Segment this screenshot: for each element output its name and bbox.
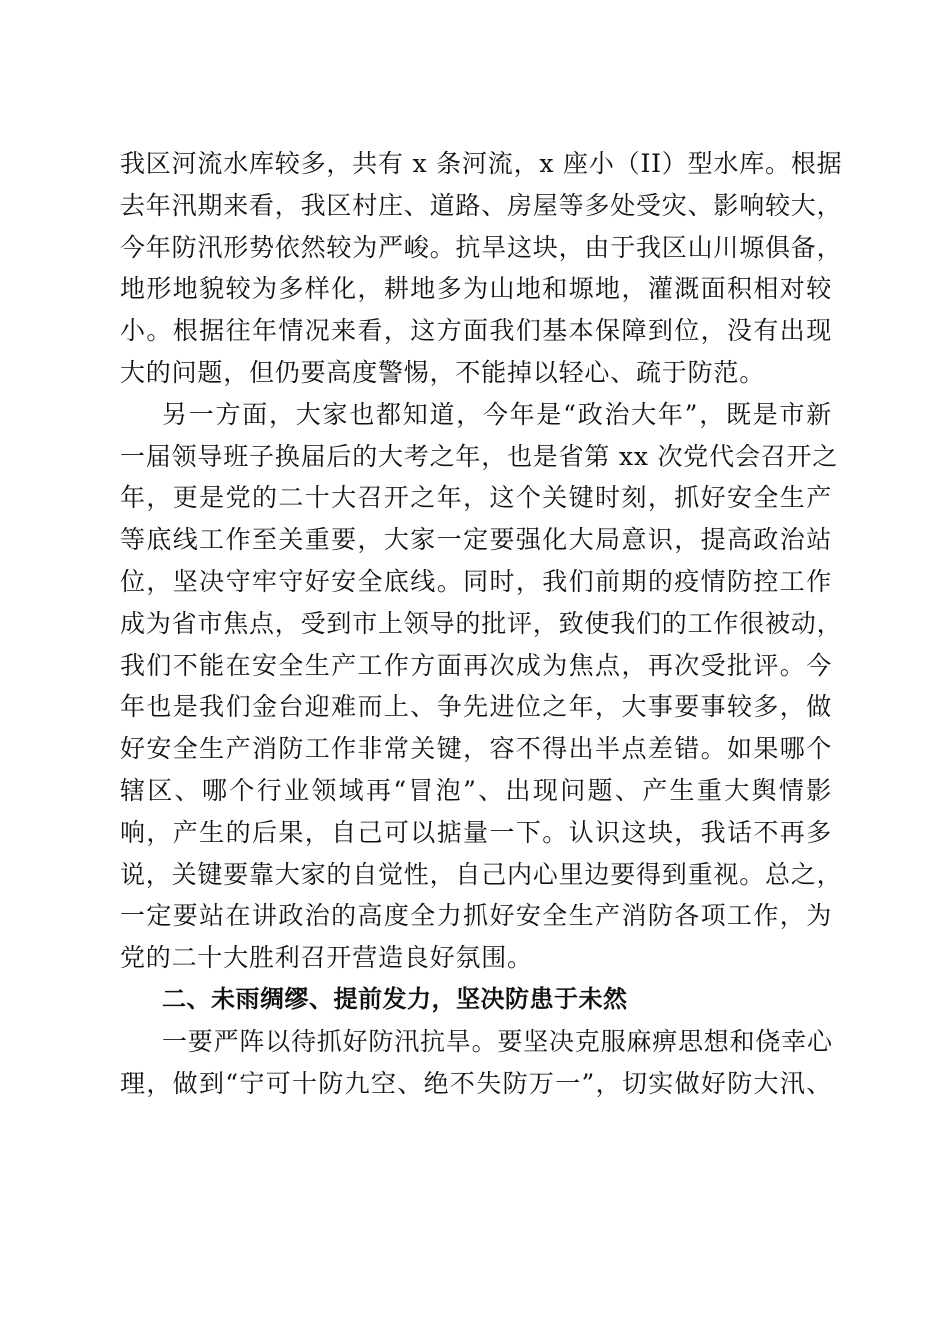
text-line: 好安全生产消防工作非常关键，容不得出半点差错。如果哪个: [120, 734, 832, 764]
text-line: 一届领导班子换届后的大考之年，也是省第 xx 次党代会召开之: [120, 441, 839, 471]
text-line: 响，产生的后果，自己可以掂量一下。认识这块，我话不再多: [120, 817, 832, 847]
text-line: 位，坚决守牢守好安全底线。同时，我们前期的疫情防控工作: [120, 566, 832, 596]
text-line: 去年汛期来看，我区村庄、道路、房屋等多处受灾、影响较大，: [120, 190, 843, 220]
paragraph-2: [120, 394, 843, 979]
text-line: 一要严阵以待抓好防汛抗旱。要坚决克服麻痹思想和侥幸心: [162, 1026, 833, 1056]
text-line: 理，做到“宁可十防九空、绝不失防万一”，切实做好防大汛、: [120, 1068, 832, 1098]
text-line: 大的问题，但仍要高度警惕，不能掉以轻心、疏于防范。: [120, 357, 766, 387]
text-line: 另一方面，大家也都知道，今年是“政治大年”，既是市新: [162, 399, 832, 429]
text-line: 地形地貌较为多样化，耕地多为山地和塬地，灌溉面积相对较: [120, 274, 832, 304]
text-line: 我区河流水库较多，共有 x 条河流，x 座小（II）型水库。根据: [120, 149, 843, 178]
document-body: [120, 143, 843, 1104]
text-line: 辖区、哪个行业领域再“冒泡”、出现问题、产生重大舆情影: [120, 775, 832, 805]
text-line: 说，关键要靠大家的自觉性，自己内心里边要得到重视。总之，: [120, 859, 843, 889]
text-line: 年，更是党的二十大召开之年，这个关键时刻，抓好安全生产: [120, 483, 832, 513]
section-heading: 二、未雨绸缪、提前发力，坚决防患于未然: [162, 984, 628, 1013]
text-line: 今年防汛形势依然较为严峻。抗旱这块，由于我区山川塬俱备，: [120, 232, 843, 262]
paragraph-3: [120, 1021, 832, 1105]
text-line: 成为省市焦点，受到市上领导的批评，致使我们的工作很被动，: [120, 608, 843, 638]
paragraph-1: [120, 143, 843, 394]
text-line: 党的二十大胜利召开营造良好氛围。: [120, 943, 533, 973]
text-line: 小。根据往年情况来看，这方面我们基本保障到位，没有出现: [120, 316, 832, 346]
text-line: 一定要站在讲政治的高度全力抓好安全生产消防各项工作，为: [120, 901, 832, 931]
text-line: 年也是我们金台迎难而上、争先进位之年，大事要事较多，做: [120, 692, 832, 722]
text-line: 我们不能在安全生产工作方面再次成为焦点，再次受批评。今: [120, 650, 832, 680]
text-line: 等底线工作至关重要，大家一定要强化大局意识，提高政治站: [120, 525, 832, 555]
